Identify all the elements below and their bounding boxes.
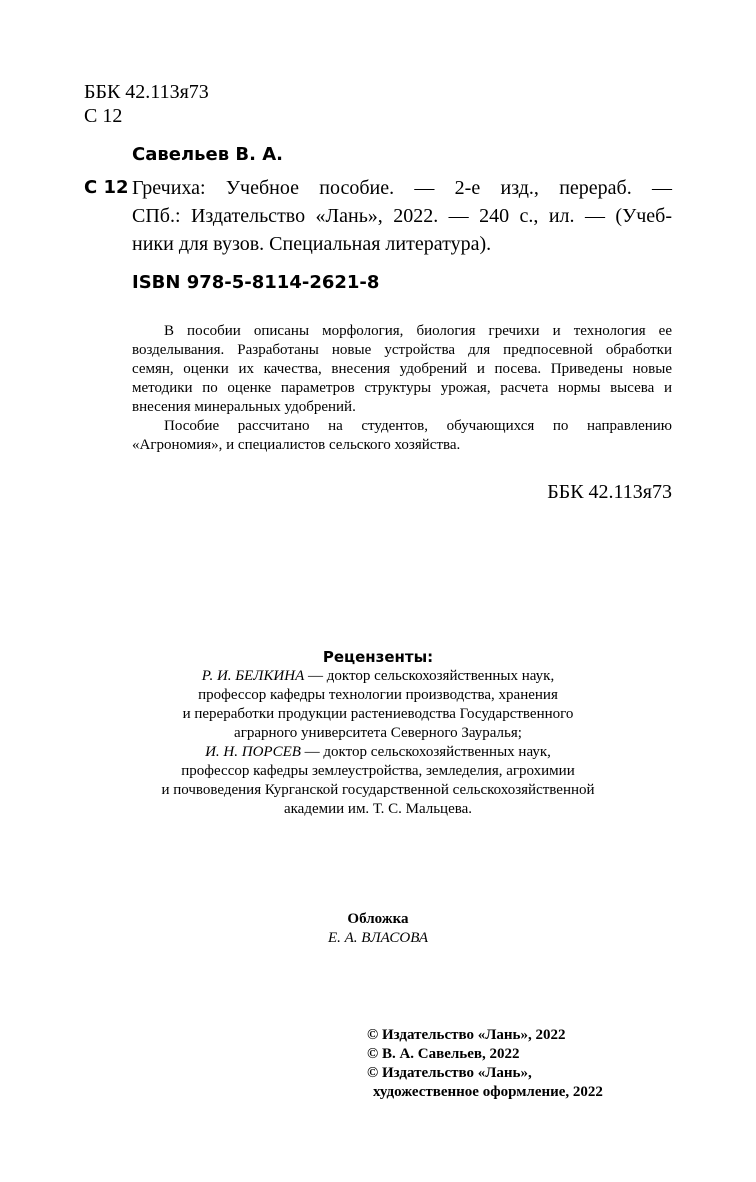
isbn: ISBN 978-5-8114-2621-8 — [132, 272, 380, 293]
abstract-line: «Агрономия», и специалистов сельского хозяйства. — [132, 437, 461, 453]
abstract-line: внесения минеральных удобрений. — [132, 399, 356, 415]
bibliographic-entry — [132, 174, 672, 258]
copyright-line: © Издательство «Лань», 2022 — [367, 1027, 566, 1043]
abstract-line: Пособие рассчитано на студентов, обучающихся по направлению — [164, 418, 672, 434]
abstract — [132, 322, 672, 455]
copyright-line: художественное оформление, 2022 — [373, 1084, 603, 1100]
reviewer-1-text: и переработки продукции растениеводства Государственного — [182, 706, 574, 722]
reviewer-2-line — [84, 743, 672, 762]
entry-line: ники для вузов. Специальная литература). — [132, 233, 492, 255]
reviewer-1-text: — доктор сельскохозяйственных наук, — [304, 668, 555, 684]
reviewer-2-text: профессор кафедры землеустройства, земледелия, агрохимии — [181, 763, 575, 779]
entry-author-mark: С 12 — [84, 177, 129, 198]
reviewer-1-line — [84, 667, 672, 686]
reviewer-1-name: Р. И. БЕЛКИНА — [201, 668, 305, 684]
reviewers-header: Рецензенты: — [322, 648, 434, 666]
bbk-classification-bottom: ББК 42.113я73 — [547, 481, 672, 503]
entry-line: Гречиха: Учебное пособие. — 2-е изд., перераб. — — [132, 177, 672, 199]
copyright-block — [367, 1026, 603, 1102]
reviewer-2-text: академии им. Т. С. Мальцева. — [283, 801, 473, 817]
reviewer-2-text: — доктор сельскохозяйственных наук, — [300, 744, 551, 760]
author-name: Савельев В. А. — [132, 144, 283, 165]
copyright-line: © В. А. Савельев, 2022 — [367, 1046, 520, 1062]
reviewer-2-name: И. Н. ПОРСЕВ — [205, 744, 301, 760]
reviewer-1-text: профессор кафедры технологии производства, хранения — [198, 687, 558, 703]
copyright-line: © Издательство «Лань», — [367, 1065, 532, 1081]
reviewer-1-text: аграрного университета Северного Зауралья; — [234, 725, 522, 741]
entry-line: СПб.: Издательство «Лань», 2022. — 240 с., ил. — (Учеб- — [132, 205, 672, 227]
reviewer-2-text: и почвоведения Курганской государственной сельскохозяйственной — [161, 782, 595, 798]
author-mark: С 12 — [84, 105, 123, 127]
abstract-line: возделывания. Разработаны новые устройства для предпосевной обработки — [132, 342, 672, 358]
bbk-classification-top — [84, 80, 209, 128]
reviewers-section — [84, 648, 672, 819]
abstract-line: семян, оценки их качества, внесения удобрений и посева. Приведены новые — [132, 361, 672, 377]
bbk-code: ББК 42.113я73 — [84, 81, 209, 103]
cover-designer: Е. А. ВЛАСОВА — [327, 930, 429, 946]
cover-header: Обложка — [347, 911, 409, 927]
cover-credit — [84, 910, 672, 948]
abstract-line: В пособии описаны морфология, биология гречихи и технология ее — [164, 323, 672, 339]
abstract-line: методики по оценке параметров структуры урожая, расчета нормы высева и — [132, 380, 672, 396]
